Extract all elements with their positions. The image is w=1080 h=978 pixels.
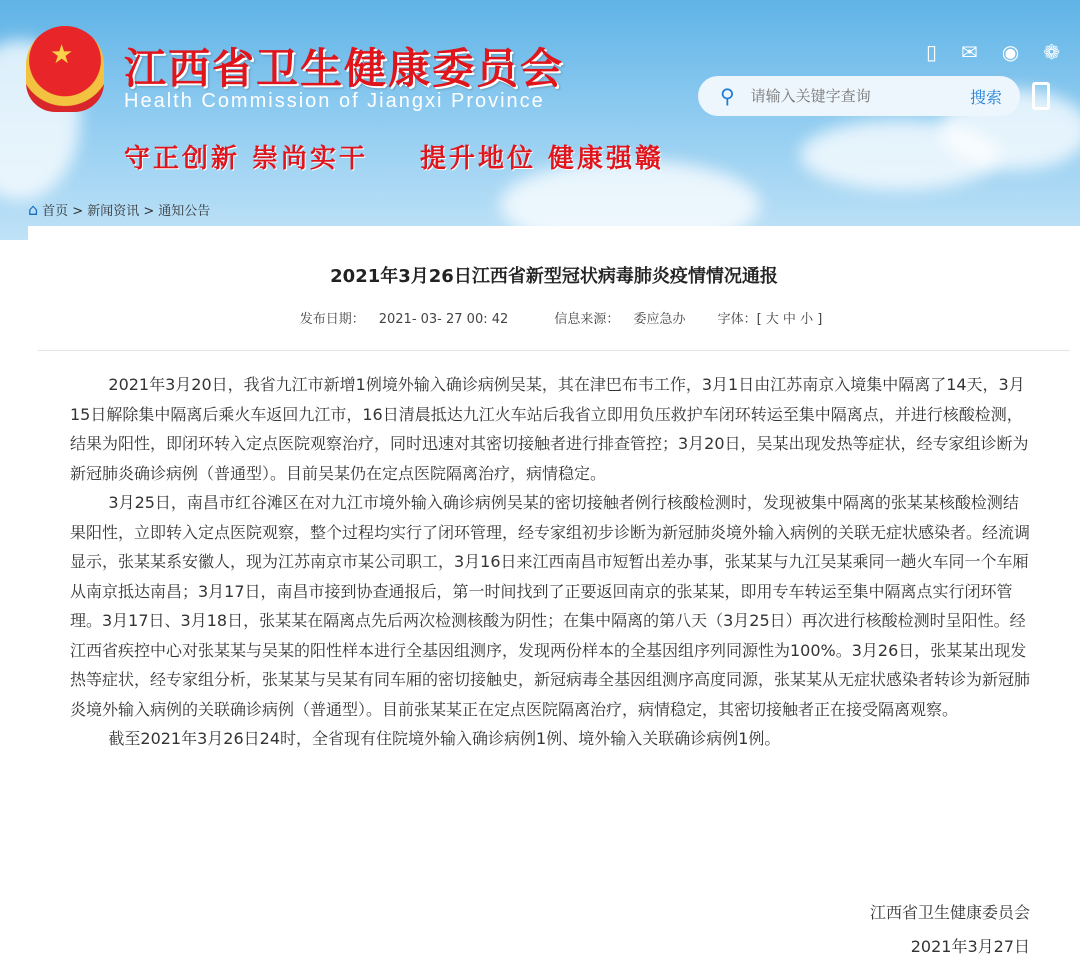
search-box [698, 76, 1020, 116]
site-header [0, 0, 1080, 240]
signature: 江西省卫生健康委员会 [869, 903, 1030, 922]
paragraph: 2021年3月20日，我省九江市新增1例境外输入确诊病例吴某，其在津巴布韦工作，3月1日由江苏南京入境集中隔离了14天，3月15日解除集中隔离后乘火车返回九江市，16日清晨抵达九江火车站后我省立即用负压救护车闭环转运至集中隔离点，并进行核酸检测，结果为阳性，即闭环转入定点医院观察治疗，同时迅速对其密切接触者进行排查管控；3月20日，吴某出现发热等症状，经专家组诊断为新冠肺炎确诊病例（普通型）。目前吴某仍在定点医院隔离治疗，病情稳定。 [70, 375, 1029, 483]
national-emblem-logo: ★ [26, 26, 104, 112]
article-card [28, 226, 1080, 978]
wechat-icon[interactable]: ❁ [1043, 40, 1060, 64]
font-size-switch[interactable]: 字体：[ 大 中 小 ] [717, 312, 823, 327]
article-body [70, 370, 1032, 754]
source: 委应急办 [633, 312, 686, 327]
breadcrumb [28, 200, 210, 219]
slogan-1: 守正创新 崇尚实干 [124, 144, 369, 174]
source-label: 信息来源： [554, 312, 620, 327]
home-icon: ⌂ [28, 200, 39, 219]
publish-date: 2021- 03- 27 00: 42 [378, 312, 509, 327]
breadcrumb-news[interactable]: 新闻资讯 > [87, 204, 155, 219]
date-label: 发布日期： [299, 312, 365, 327]
paragraph: 3月25日，南昌市红谷滩区在对九江市境外输入确诊病例吴某的密切接触者例行核酸检测时，发现被集中隔离的张某某核酸检测结果阳性，立即转入定点医院观察，整个过程均实行了闭环管理，经专家组初步诊断为新冠肺炎境外输入病例的关联无症状感染者。经流调显示，张某某系安徽人，现为江苏南京市某公司职工，3月16日来江西南昌市短暂出差办事，张某某与九江吴某乘同一趟火车同一个车厢从南京抵达南昌；3月17日，南昌市接到协查通报后，第一时间找到了正要返回南京的张某某，即用专车转运至集中隔离点实行闭环管理。3月17日、3月18日，张某某在隔离点先后两次检测核酸为阴性；在集中隔离的第八天（3月25日）再次进行核酸检测时呈阳性。经江西省疾控中心对张某某与吴某的阳性样本进行全基因组测序，发现两份样本的全基因组序列同源性为100%。3月26日，张某某出现发热等症状，经专家组分析，张某某与吴某有同车厢的密切接触史，新冠病毒全基因组测序高度同源，张某某从无症状感染者转诊为新冠肺炎境外输入病例的关联确诊病例（普通型）。目前张某某正在定点医院隔离治疗，病情稳定，其密切接触者正在接受隔离观察。 [70, 493, 1031, 719]
paragraph: 截至2021年3月26日24时，全省现有住院境外输入确诊病例1例、境外输入关联确诊病例1例。 [108, 729, 781, 748]
mobile-version-icon[interactable] [1032, 82, 1050, 110]
site-subtitle: Health Commission of Jiangxi Province [124, 90, 545, 112]
mobile-app-icon[interactable]: ▯ [926, 40, 938, 64]
mail-icon[interactable]: ✉ [961, 40, 978, 64]
social-icons [926, 40, 1060, 64]
slogan-2: 提升地位 健康强赣 [420, 144, 665, 174]
search-button[interactable]: 搜索 [969, 87, 1002, 107]
search-input[interactable] [751, 87, 970, 105]
breadcrumb-home[interactable]: 首页 > [42, 204, 84, 219]
divider [38, 350, 1070, 351]
weibo-icon[interactable]: ◉ [1001, 40, 1020, 64]
site-title: 江西省卫生健康委员会 [124, 44, 565, 93]
sign-date: 2021年3月27日 [910, 937, 1030, 956]
article-title: 2021年3月26日江西省新型冠状病毒肺炎疫情情况通报 [330, 266, 778, 287]
search-icon: ⚲ [720, 84, 735, 108]
breadcrumb-notices[interactable]: 通知公告 [158, 204, 211, 219]
article-meta [28, 308, 1080, 327]
